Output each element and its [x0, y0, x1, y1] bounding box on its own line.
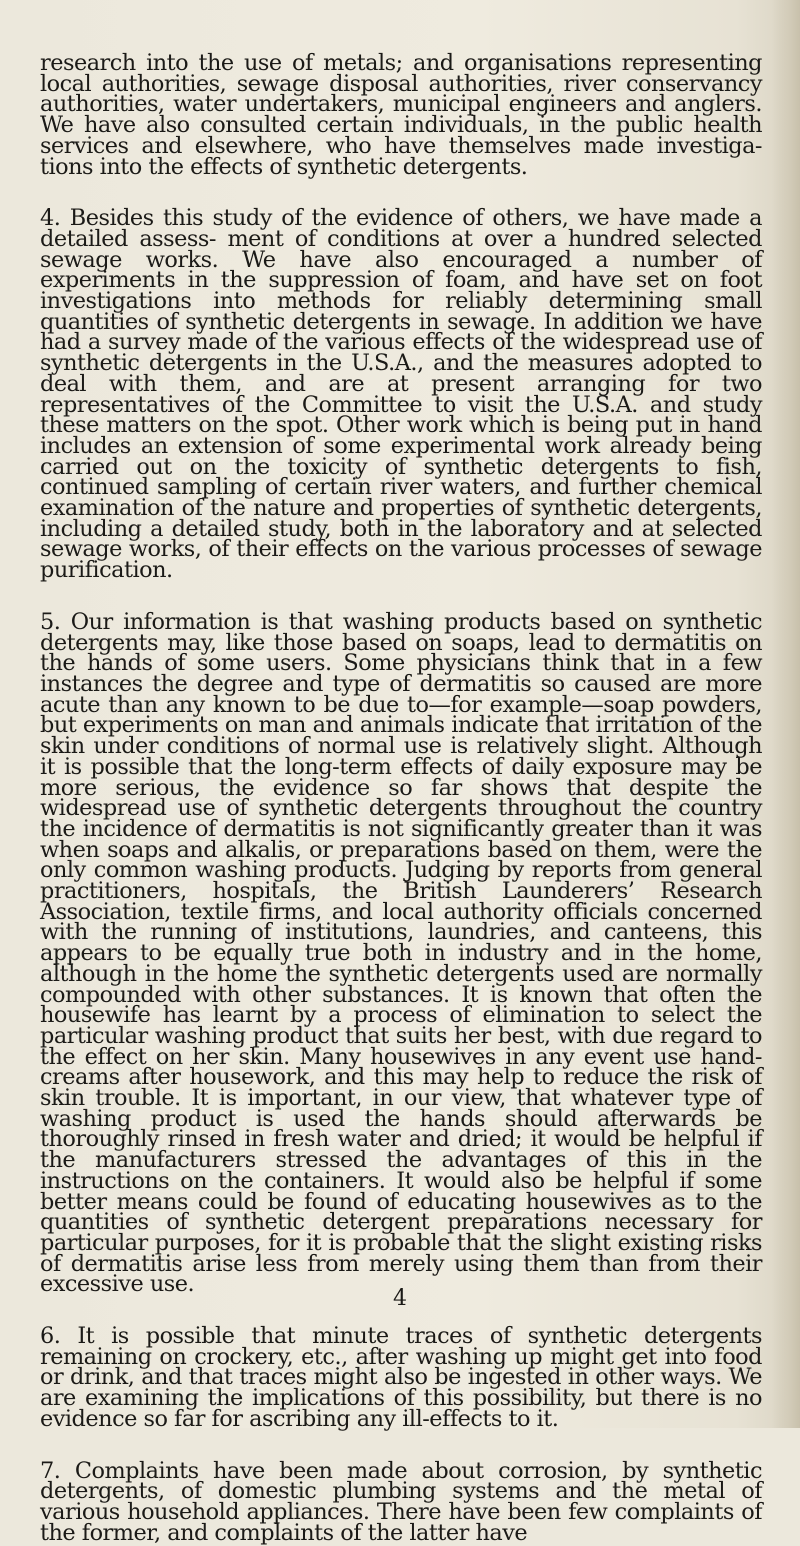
paragraph-7: 7. Complaints have been made about corrosion, by synthetic detergents, of domestic plumbing systems and the metal of various household appliances. There have been few complaints of the former, and complaints of the latter have	[40, 1457, 762, 1546]
body-text	[40, 50, 762, 1546]
paragraph-6: 6. It is possible that minute traces of synthetic detergents remaining on crockery, etc., after washing up might get into food or drink, and that traces might also be ingested in other ways. We are examining the implications of this possibility, but there is no evidence so far for ascribing any ill-effects to it.	[40, 1323, 762, 1432]
page-edge-shadow	[772, 0, 800, 1428]
page-number: 4	[393, 1286, 407, 1311]
paragraph-continuation: research into the use of metals; and organisations representing local authorities, sewage disposal authorities, river conservancy authorities, water undertakers, municipal engineers and anglers. We have also consulted certain individuals, in the public health services and elsewhere, who have themselves made investiga- tions into the effects of synthetic detergents.	[40, 50, 762, 180]
paragraph-4: 4. Besides this study of the evidence of others, we have made a detailed assess- ment of conditions at over a hundred selected sewage works. We have also encouraged a number of experiments in the suppression of foam, and have set on foot investigations into methods for reliably determining small quantities of synthetic detergents in sewage. In addition we have had a survey made of the various effects of the widespread use of synthetic detergents in the U.S.A., and the measures adopted to deal with them, and are at present arranging for two representatives of the Committee to visit the U.S.A. and study these matters on the spot. Other work which is being put in hand includes an extension of some experimental work already being carried out on the toxicity of synthetic detergents to fish, continued sampling of certain river waters, and further chemical examination of the nature and properties of synthetic detergents, including a detailed study, both in the laboratory and at selected sewage works, of their effects on the various processes of sewage purification.	[40, 205, 762, 584]
paragraph-5: 5. Our information is that washing products based on synthetic detergents may, like those based on soaps, lead to dermatitis on the hands of some users. Some physicians think that in a few instances the degree and type of dermatitis so caused are more acute than any known to be due to—for example—soap powders, but experiments on man and animals indicate that irritation of the skin under conditions of normal use is relatively slight. Although it is possible that the long-term effects of daily exposure may be more serious, the evidence so far shows that despite the widespread use of synthetic detergents throughout the country the incidence of dermatitis is not significantly greater than it was when soaps and alkalis, or preparations based on them, were the only common washing products. Judging by reports from general practitioners, hospitals, the British Launderers’ Research Association, textile firms, and local authority officials concerned with the running of institutions, laundries, and canteens, this appears to be equally true both in industry and in the home, although in the home the synthetic detergents used are normally compounded with other substances. It is known that often the housewife has learnt by a process of elimination to select the particular washing product that suits her best, with due regard to the effect on her skin. Many housewives in any event use hand- creams after housework, and this may help to reduce the risk of skin trouble. It is important, in our view, that whatever type of washing product is used the hands should afterwards be thoroughly rinsed in fresh water and dried; it would be helpful if the manufacturers stressed the advantages of this in the instructions on the containers. It would also be helpful if some better means could be found of educating housewives as to the quantities of synthetic detergent preparations necessary for particular purposes, for it is probable that the slight existing risks of dermatitis arise less from merely using them than from their excessive use.	[40, 608, 762, 1298]
